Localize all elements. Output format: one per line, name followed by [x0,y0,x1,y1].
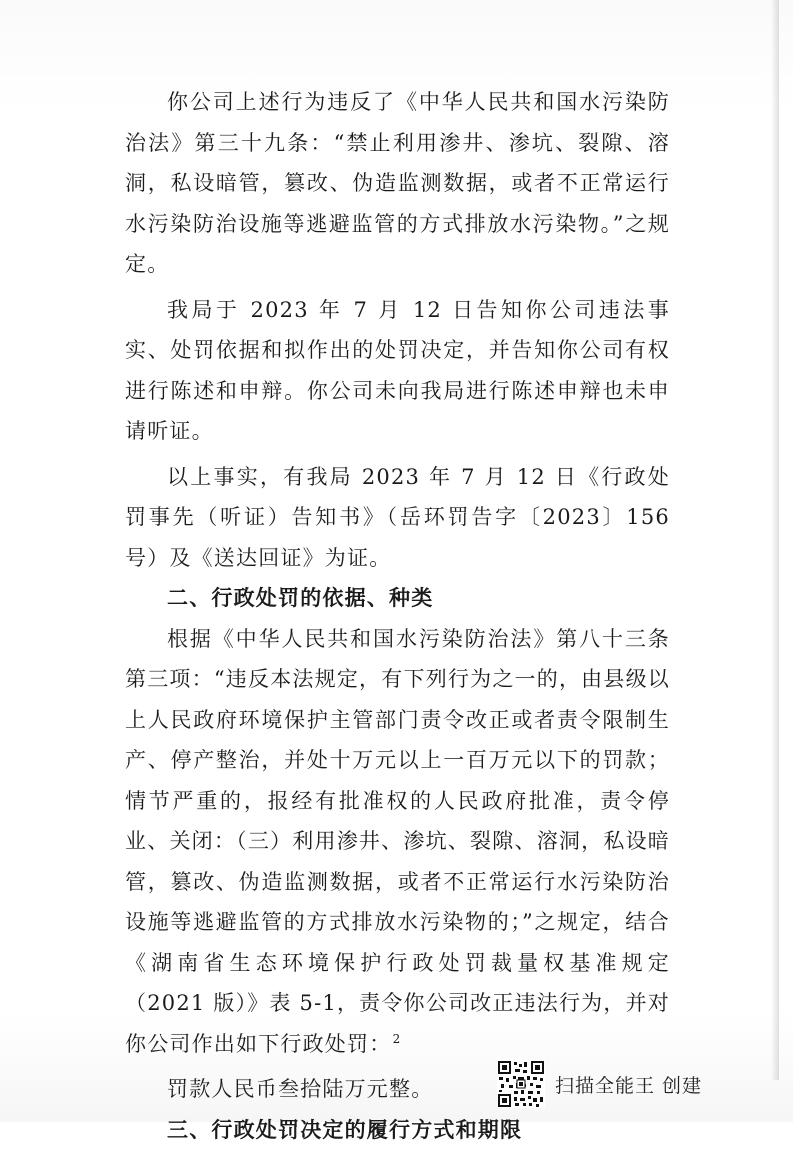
scanner-watermark-label: 扫描全能王 创建 [555,1071,702,1098]
paragraph-violation: 你公司上述行为违反了《中华人民共和国水污染防治法》第三十九条：“禁止利用渗井、渗坑、裂隙、溶洞，私设暗管，篡改、伪造监测数据，或者不正常运行水污染防治设施等逃避监管的方式排放水污染物。”之规定。 [125,82,670,285]
paragraph-notification: 我局于 2023 年 7 月 12 日告知你公司违法事实、处罚依据和拟作出的处罚决定，并告知你公司有权进行陈述和申辩。你公司未向我局进行陈述申辩也未申请听证。 [125,290,670,452]
scan-edge-shadow [771,0,779,1080]
qr-code-icon [497,1060,545,1108]
paragraph-penalty: 罚款人民币叁拾陆万元整。 [125,1069,670,1110]
section-title-basis: 二、行政处罚的依据、种类 [125,578,670,619]
scanner-watermark [497,1060,702,1108]
paragraph-evidence: 以上事实，有我局 2023 年 7 月 12 日《行政处罚事先（听证）告知书》（岳环罚告字〔2023〕156 号）及《送达回证》为证。 [125,457,670,579]
paragraph-legal-basis: 根据《中华人民共和国水污染防治法》第八十三条第三项：“违反本法规定，有下列行为之一的，由县级以上人民政府环境保护主管部门责令改正或者责令限制生产、停产整治，并处十万元以上一百万元以下的罚款；情节严重的，报经有批准权的人民政府批准，责令停业、关闭：（三）利用渗井、渗坑、裂隙、溶洞，私设暗管，篡改、伪造监测数据，或者不正常运行水污染防治设施等逃避监管的方式排放水污染物的；”之规定，结合《湖南省生态环境保护行政处罚裁量权基准规定（2021 版）》表 5-1，责令你公司改正违法行为，并对你公司作出如下行政处罚： [125,619,670,1065]
section-title-fulfillment: 三、行政处罚决定的履行方式和期限 [125,1110,670,1150]
page-number: 2 [0,1032,793,1046]
document-body [125,82,670,1150]
